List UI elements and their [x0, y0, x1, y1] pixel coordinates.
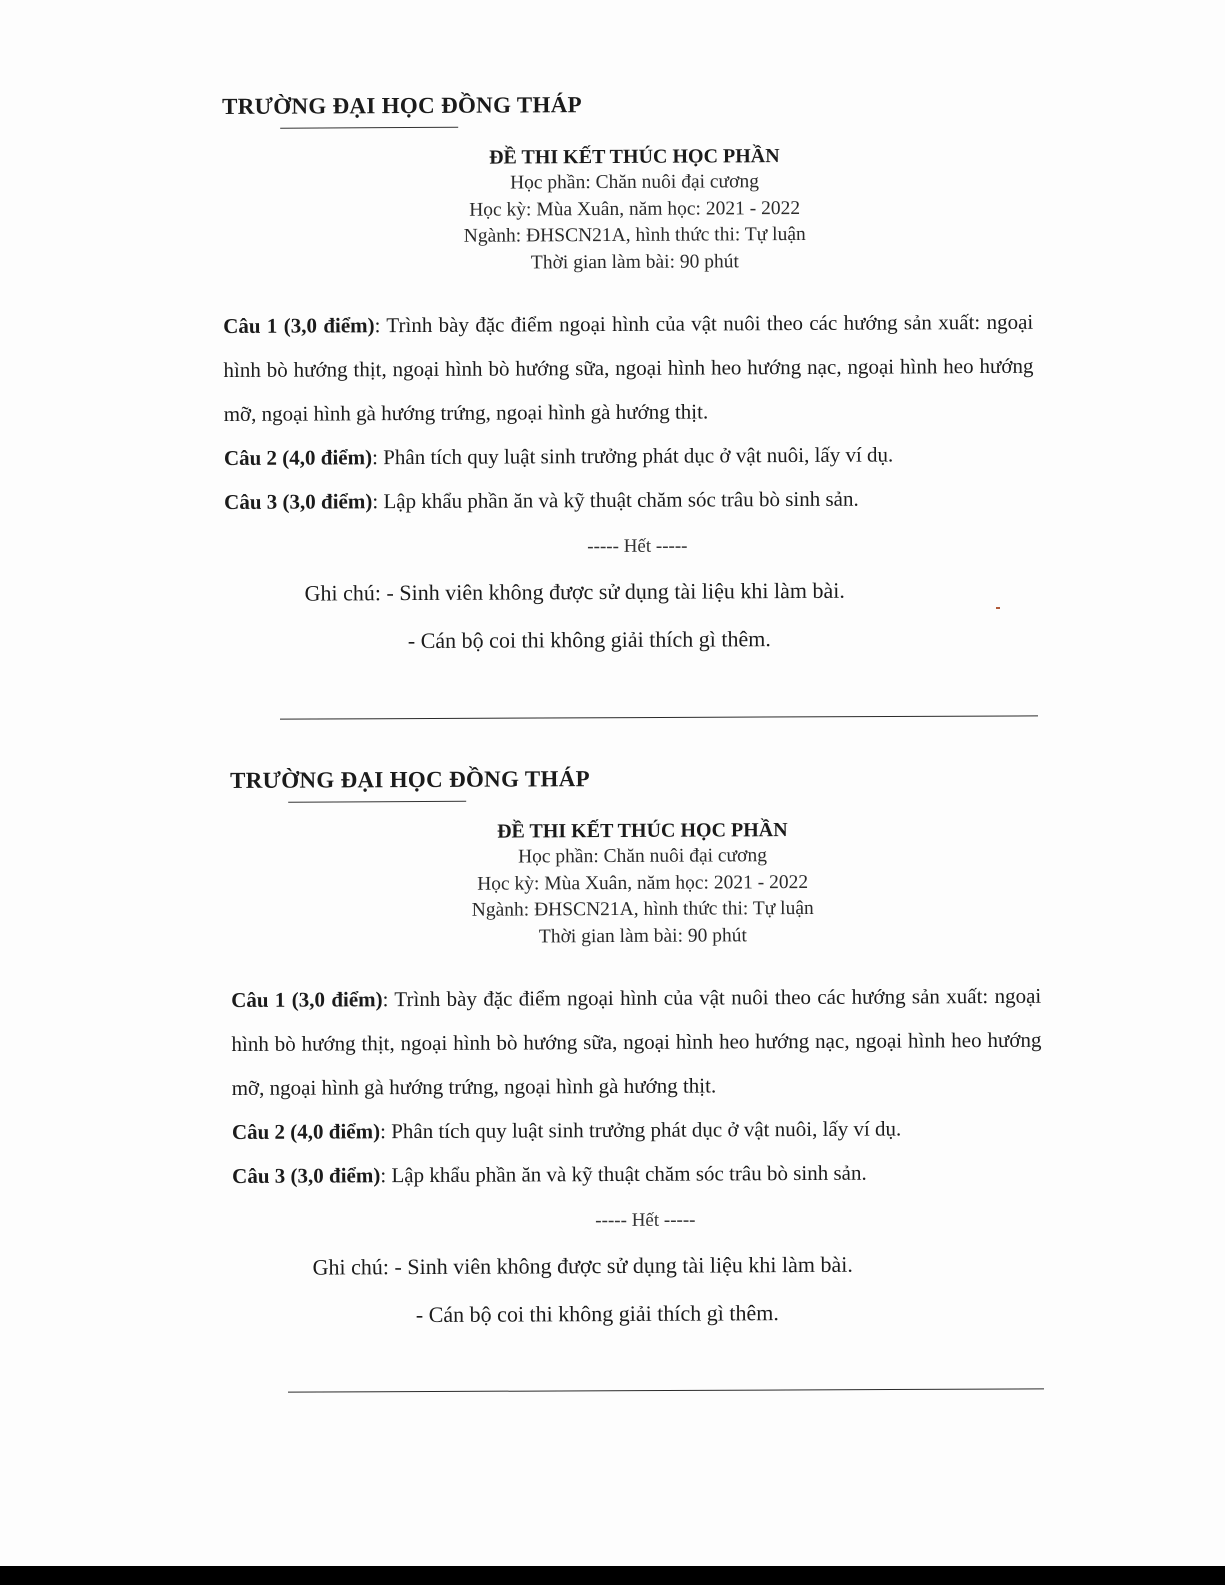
note-line: Ghi chú: - Sinh viên không được sử dụng tài liệu khi làm bài. [312, 1251, 853, 1280]
question-label: Câu 2 (4,0 điểm) [231, 1119, 381, 1144]
section-divider [288, 1388, 1044, 1392]
question-3 [224, 476, 1034, 524]
exam-block [222, 88, 1055, 666]
exam-block [230, 762, 1063, 1340]
school-underline [280, 127, 458, 129]
question-list [223, 300, 1054, 524]
course-line: Học phần: Chăn nuôi đại cương [517, 845, 767, 868]
exam-title: ĐỀ THI KẾT THÚC HỌC PHẦN [488, 145, 780, 169]
question-text: : Trình bày đặc điểm ngoại hình của vật nuôi theo các hướng sản xuất: ngoại hình bò hướng thịt, ngoại hình bò hướng sữa, ngoại hình heo hướng nạc, ngoại hình heo hướng mỡ, ngoại hình gà hướng trứng, ngoại hình gà hướng thịt. [223, 309, 1034, 426]
note-line: - Cán bộ coi thi không giải thích gì thêm. [415, 1300, 779, 1328]
exam-header [219, 142, 1050, 278]
note-line: - Cán bộ coi thi không giải thích gì thêm. [407, 626, 771, 654]
question-label: Câu 3 (3,0 điểm) [224, 489, 373, 514]
question-2 [232, 1106, 1042, 1154]
question-list [231, 974, 1062, 1198]
semester-line: Học kỳ: Mùa Xuân, năm học: 2021 - 2022 [469, 197, 801, 221]
question-label: Câu 1 (3,0 điểm) [231, 987, 383, 1012]
program-line: Ngành: ĐHSCN21A, hình thức thi: Tự luận [463, 223, 806, 247]
question-label: Câu 2 (4,0 điểm) [223, 445, 373, 470]
question-1 [223, 300, 1034, 436]
question-label: Câu 3 (3,0 điểm) [232, 1163, 381, 1188]
notes [233, 1240, 1063, 1340]
exam-title: ĐỀ THI KẾT THÚC HỌC PHẦN [496, 819, 788, 843]
note-line: Ghi chú: - Sinh viên không được sử dụng tài liệu khi làm bài. [304, 577, 845, 606]
school-underline [288, 801, 466, 803]
duration-line: Thời gian làm bài: 90 phút [538, 924, 747, 947]
question-1 [231, 974, 1042, 1110]
end-mark: ----- Hết ----- [595, 1209, 696, 1232]
duration-line: Thời gian làm bài: 90 phút [530, 250, 739, 273]
school-name: TRƯỜNG ĐẠI HỌC ĐỒNG THÁP [230, 766, 591, 793]
question-text: : Lập khẩu phần ăn và kỹ thuật chăm sóc trâu bò sinh sản. [380, 1160, 867, 1188]
scan-bottom-edge [0, 1566, 1225, 1585]
course-line: Học phần: Chăn nuôi đại cương [509, 171, 759, 194]
exam-header [227, 816, 1058, 952]
question-text: : Lập khẩu phần ăn và kỹ thuật chăm sóc trâu bò sinh sản. [372, 486, 859, 514]
question-text: : Trình bày đặc điểm ngoại hình của vật nuôi theo các hướng sản xuất: ngoại hình bò hướng thịt, ngoại hình bò hướng sữa, ngoại hình heo hướng nạc, ngoại hình heo hướng mỡ, ngoại hình gà hướng trứng, ngoại hình gà hướng thịt. [231, 983, 1042, 1100]
question-text: : Phân tích quy luật sinh trưởng phát dục ở vật nuôi, lấy ví dụ. [380, 1116, 902, 1144]
question-2 [224, 432, 1034, 480]
scan-speck [996, 607, 1000, 609]
program-line: Ngành: ĐHSCN21A, hình thức thi: Tự luận [471, 897, 814, 921]
end-mark: ----- Hết ----- [587, 535, 688, 558]
question-label: Câu 1 (3,0 điểm) [223, 313, 375, 338]
section-divider [280, 715, 1038, 719]
school-name: TRƯỜNG ĐẠI HỌC ĐỒNG THÁP [222, 92, 583, 119]
question-text: : Phân tích quy luật sinh trưởng phát dục ở vật nuôi, lấy ví dụ. [372, 442, 894, 470]
question-3 [232, 1150, 1042, 1198]
semester-line: Học kỳ: Mùa Xuân, năm học: 2021 - 2022 [477, 871, 809, 895]
notes [225, 566, 1055, 666]
